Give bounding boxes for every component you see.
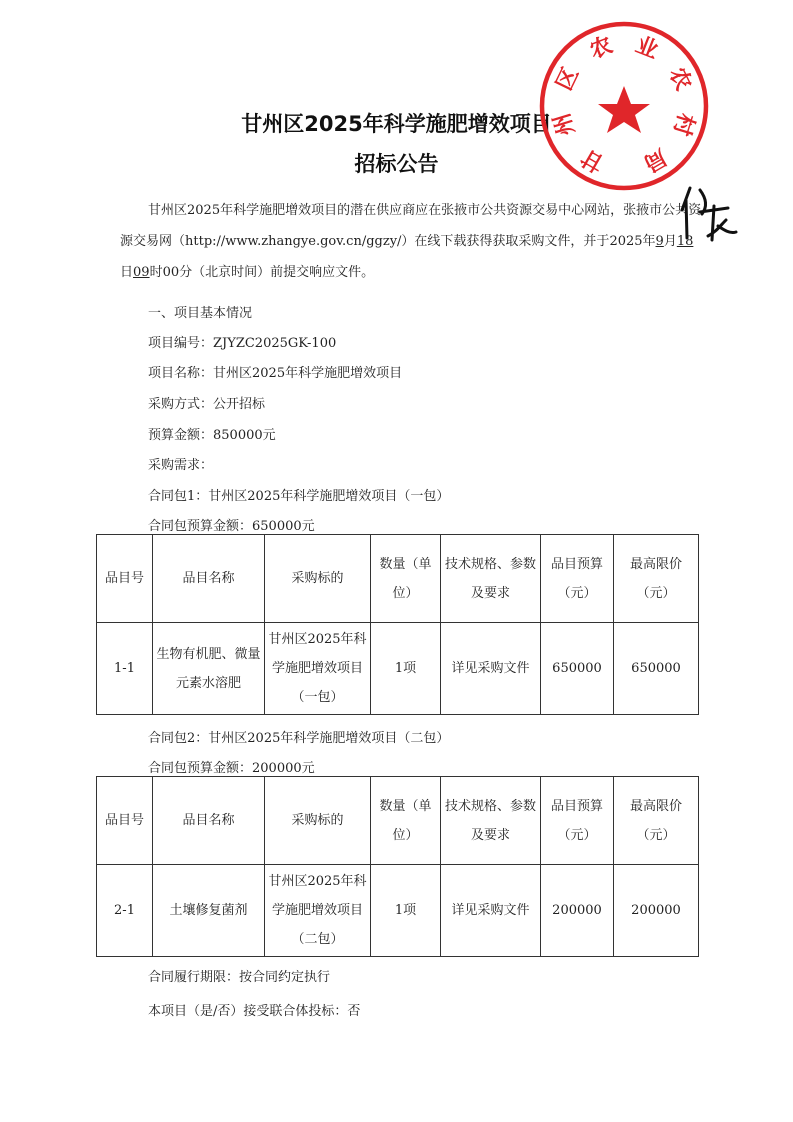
cell-item: 土壤修复菌剂 bbox=[153, 865, 265, 957]
document-title: 甘州区2025年科学施肥增效项目 bbox=[241, 112, 552, 136]
seal-char: 局 bbox=[639, 143, 671, 177]
intro-paragraph bbox=[120, 195, 705, 288]
header-name: 品目名称 bbox=[153, 535, 265, 623]
procurement-needs: 采购需求： bbox=[148, 458, 214, 473]
header-max: 最高限价（元） bbox=[614, 535, 699, 623]
deadline-day: 18 bbox=[676, 234, 694, 249]
package1-label: 合同包1：甘州区2025年科学施肥增效项目（一包） bbox=[148, 489, 450, 504]
cell-item: 生物有机肥、微量元素水溶肥 bbox=[153, 623, 265, 715]
seal-char: 村 bbox=[668, 110, 699, 139]
section-heading: 一、项目基本情况 bbox=[148, 306, 253, 321]
package2-label: 合同包2：甘州区2025年科学施肥增效项目（二包） bbox=[148, 731, 450, 746]
cell-budget: 650000 bbox=[541, 623, 614, 715]
seal-char: 区 bbox=[552, 63, 585, 95]
deadline-year: 2025年 bbox=[609, 234, 656, 249]
package2-table bbox=[96, 776, 699, 957]
header-qty: 数量（单位） bbox=[371, 777, 441, 865]
header-max: 最高限价（元） bbox=[614, 777, 699, 865]
header-budget: 品目预算（元） bbox=[541, 535, 614, 623]
cell-budget: 200000 bbox=[541, 865, 614, 957]
cell-spec: 详见采购文件 bbox=[441, 623, 541, 715]
deadline-hour: 09 bbox=[133, 265, 150, 280]
header-budget: 品目预算（元） bbox=[541, 777, 614, 865]
cell-max: 200000 bbox=[614, 865, 699, 957]
joint-bid: 本项目（是/否）接受联合体投标：否 bbox=[148, 1004, 361, 1019]
seal-char: 业 bbox=[631, 32, 662, 64]
contract-term: 合同履行期限：按合同约定执行 bbox=[148, 970, 331, 985]
header-target: 采购标的 bbox=[265, 777, 371, 865]
header-id: 品目号 bbox=[97, 535, 153, 623]
cell-target: 甘州区2025年科学施肥增效项目（二包） bbox=[265, 865, 371, 957]
seal-char: 州 bbox=[549, 110, 580, 139]
seal-char: 农 bbox=[586, 32, 617, 64]
table-row bbox=[97, 865, 699, 957]
cell-max: 650000 bbox=[614, 623, 699, 715]
month-unit: 月 bbox=[663, 234, 677, 249]
table-header-row bbox=[97, 535, 699, 623]
header-name: 品目名称 bbox=[153, 777, 265, 865]
header-qty: 数量（单位） bbox=[371, 535, 441, 623]
cell-id: 2-1 bbox=[97, 865, 153, 957]
header-spec: 技术规格、参数及要求 bbox=[441, 777, 541, 865]
cell-qty: 1项 bbox=[371, 865, 441, 957]
document-subtitle: 招标公告 bbox=[354, 152, 439, 176]
intro-text-end: 时00分（北京时间）前提交响应文件。 bbox=[149, 265, 375, 280]
seal-char: 农 bbox=[663, 63, 696, 95]
table-row bbox=[97, 623, 699, 715]
handwritten-signature bbox=[676, 180, 742, 246]
package1-budget: 合同包预算金额：650000元 bbox=[148, 519, 315, 534]
intro-text: 甘州区2025年科学施肥增效项目的潜在供应商应在张掖市公共资源交易中心网站，张掖市公共资源交易网（http://www.zhangye.gov.cn/ggzy/）在线下载获得获取采购文件，并于 bbox=[120, 203, 702, 249]
official-seal bbox=[536, 18, 712, 194]
header-target: 采购标的 bbox=[265, 535, 371, 623]
budget-amount: 预算金额：850000元 bbox=[148, 428, 276, 443]
project-number: 项目编号：ZJYZC2025GK-100 bbox=[148, 336, 337, 351]
header-id: 品目号 bbox=[97, 777, 153, 865]
seal-char: 甘 bbox=[577, 143, 609, 177]
cell-qty: 1项 bbox=[371, 623, 441, 715]
package2-budget: 合同包预算金额：200000元 bbox=[148, 761, 315, 776]
day-unit: 日 bbox=[120, 265, 134, 280]
package1-table bbox=[96, 534, 699, 715]
seal-star-icon bbox=[598, 86, 650, 133]
procurement-method: 采购方式：公开招标 bbox=[148, 397, 266, 412]
table-header-row bbox=[97, 777, 699, 865]
deadline-month: 9 bbox=[655, 234, 664, 249]
cell-spec: 详见采购文件 bbox=[441, 865, 541, 957]
project-name: 项目名称：甘州区2025年科学施肥增效项目 bbox=[148, 366, 403, 381]
cell-id: 1-1 bbox=[97, 623, 153, 715]
cell-target: 甘州区2025年科学施肥增效项目（一包） bbox=[265, 623, 371, 715]
header-spec: 技术规格、参数及要求 bbox=[441, 535, 541, 623]
